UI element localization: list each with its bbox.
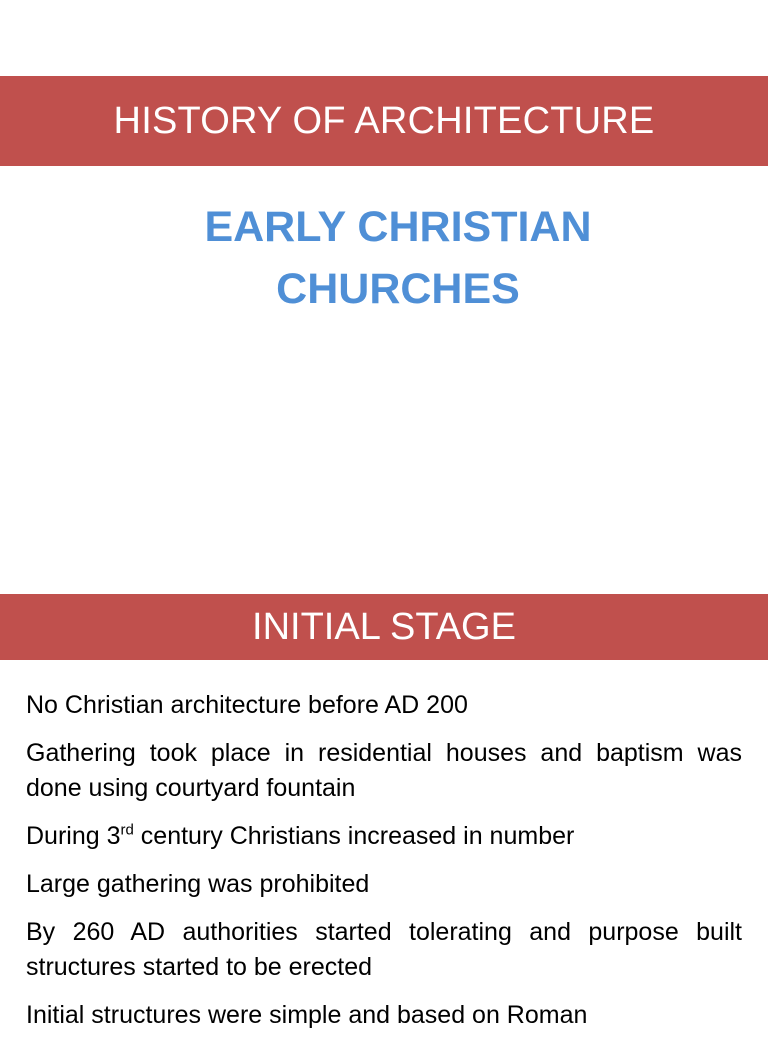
header-banner xyxy=(0,76,768,166)
bullet-item xyxy=(26,819,742,854)
section-title: INITIAL STAGE xyxy=(252,605,516,648)
bullet-text-end: century Christians increased in number xyxy=(133,822,575,850)
bullet-text-start: During 3 xyxy=(26,822,121,850)
bullet-item: By 260 AD authorities started tolerating and purpose built structures started to be erected xyxy=(26,918,742,981)
bullet-item: Large gathering was prohibited xyxy=(26,870,370,898)
page-title: HISTORY OF ARCHITECTURE xyxy=(113,99,655,142)
subtitle-line-2: CHURCHES xyxy=(276,265,520,313)
section-banner xyxy=(0,594,768,660)
bullet-list xyxy=(26,688,742,1046)
subtitle-line-1: EARLY CHRISTIAN xyxy=(204,203,592,251)
ordinal-suffix: rd xyxy=(120,821,134,839)
slide-subtitle xyxy=(0,196,768,320)
bullet-item: Initial structures were simple and based on Roman xyxy=(26,1001,588,1029)
bullet-item: No Christian architecture before AD 200 xyxy=(26,691,468,719)
bullet-item: Gathering took place in residential houses and baptism was done using courtyard fountain xyxy=(26,739,742,802)
